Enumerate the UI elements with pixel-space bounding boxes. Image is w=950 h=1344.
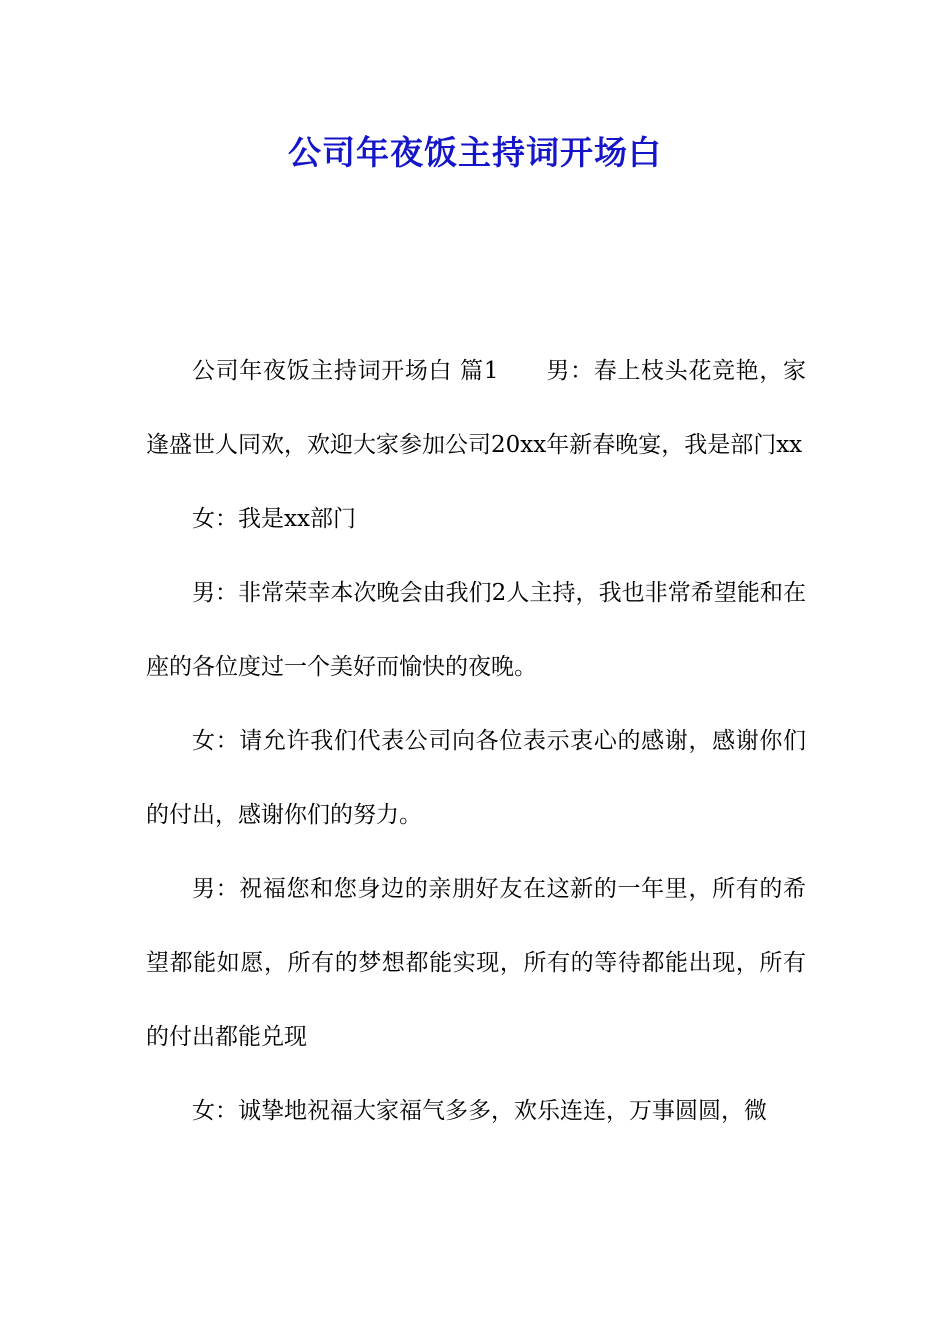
paragraph-5: 男：祝福您和您身边的亲朋好友在这新的一年里，所有的希望都能如愿，所有的梦想都能实现，所有的等待都能出现，所有的付出都能兑现 [146, 876, 806, 1050]
paragraph-4: 女：请允许我们代表公司向各位表示衷心的感谢，感谢你们的付出，感谢你们的努力。 [146, 728, 806, 828]
paragraph-6: 女：诚挚地祝福大家福气多多，欢乐连连，万事圆圆，微 [192, 1098, 767, 1124]
paragraph-3: 男：非常荣幸本次晚会由我们2人主持，我也非常希望能和在座的各位度过一个美好而愉快的夜晚。 [146, 580, 806, 680]
document-title: 公司年夜饭主持词开场白 [288, 133, 662, 172]
document-body [146, 334, 806, 1148]
paragraph-1: 公司年夜饭主持词开场白 篇1 男：春上枝头花竞艳，家逢盛世人同欢，欢迎大家参加公司20xx年新春晚宴，我是部门xx [146, 358, 806, 458]
paragraph-2: 女：我是xx部门 [192, 506, 356, 532]
